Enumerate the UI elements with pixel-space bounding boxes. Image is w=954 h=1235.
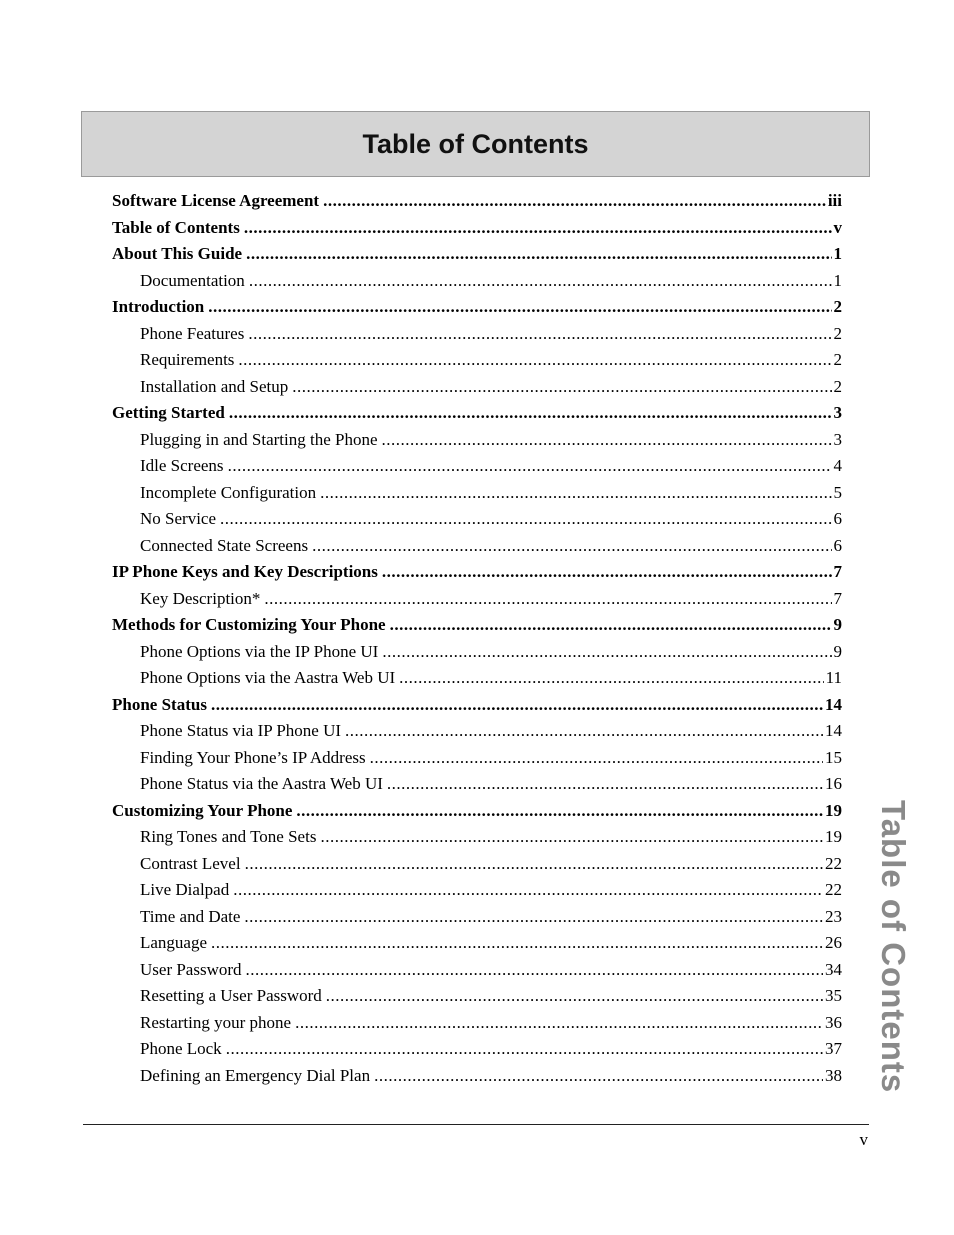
toc-entry-chapter[interactable] bbox=[112, 559, 842, 586]
toc-entry-page: 2 bbox=[833, 376, 842, 396]
toc-entry-page: 5 bbox=[833, 482, 842, 502]
toc-entry-page: 37 bbox=[825, 1039, 842, 1058]
toc-entry-page: 4 bbox=[833, 456, 842, 475]
toc-entry-page: 2 bbox=[833, 323, 842, 343]
dot-leader bbox=[296, 798, 823, 825]
toc-entry-page: 9 bbox=[833, 615, 842, 634]
toc-entry-page: 14 bbox=[825, 721, 842, 740]
toc-entry-section[interactable] bbox=[112, 957, 842, 984]
toc-entry-label: Phone Lock bbox=[140, 1039, 222, 1058]
dot-leader bbox=[382, 559, 832, 586]
toc-entry-page: 22 bbox=[825, 853, 842, 873]
toc-entry-page: 19 bbox=[825, 800, 842, 820]
toc-entry-page: 1 bbox=[833, 244, 842, 263]
toc-entry-page: 2 bbox=[833, 297, 842, 316]
dot-leader bbox=[264, 586, 831, 613]
toc-entry-section[interactable] bbox=[112, 347, 842, 374]
dot-leader bbox=[326, 983, 823, 1010]
toc-entry-page: 1 bbox=[833, 270, 842, 290]
dot-leader bbox=[244, 215, 832, 242]
toc-entry-page: 9 bbox=[833, 641, 842, 661]
toc-entry-label: User Password bbox=[140, 959, 242, 979]
toc-entry-label: Time and Date bbox=[140, 906, 241, 926]
toc-entry-label: IP Phone Keys and Key Descriptions bbox=[112, 562, 378, 581]
toc-entry-label: Contrast Level bbox=[140, 853, 241, 873]
toc-entry-label: Phone Features bbox=[140, 323, 245, 343]
toc-entry-page: 19 bbox=[825, 827, 842, 846]
toc-entry-label: Table of Contents bbox=[112, 217, 240, 237]
toc-entry-section[interactable] bbox=[112, 824, 842, 851]
side-tab-label: Table of Contents bbox=[875, 800, 912, 1094]
dot-leader bbox=[292, 374, 831, 401]
toc-entry-page: v bbox=[833, 217, 842, 237]
toc-entry-chapter[interactable] bbox=[112, 241, 842, 268]
toc-entry-label: Requirements bbox=[140, 350, 235, 369]
toc-entry-page: iii bbox=[827, 191, 842, 210]
toc-entry-label: Plugging in and Starting the Phone bbox=[140, 429, 378, 449]
toc-entry-label: Introduction bbox=[112, 297, 205, 316]
toc-entry-page: 3 bbox=[833, 429, 842, 449]
table-of-contents-list bbox=[112, 188, 842, 1089]
toc-entry-page: 11 bbox=[825, 668, 842, 687]
toc-entry-page: 3 bbox=[833, 403, 842, 422]
toc-entry-section[interactable] bbox=[112, 453, 842, 480]
toc-entry-section[interactable] bbox=[112, 745, 842, 772]
toc-entry-label: Phone Status bbox=[112, 694, 207, 714]
dot-leader bbox=[382, 639, 831, 666]
toc-entry-page: 6 bbox=[833, 535, 842, 555]
toc-entry-page: 6 bbox=[833, 509, 842, 528]
footer-divider bbox=[83, 1124, 869, 1125]
toc-entry-page: 22 bbox=[825, 880, 842, 899]
dot-leader bbox=[238, 347, 831, 374]
toc-entry-section[interactable] bbox=[112, 321, 842, 348]
toc-entry-page: 14 bbox=[825, 694, 842, 714]
dot-leader bbox=[320, 480, 831, 507]
toc-entry-label: Resetting a User Password bbox=[140, 986, 322, 1005]
toc-entry-section[interactable] bbox=[112, 1063, 842, 1090]
toc-entry-page: 7 bbox=[833, 562, 842, 581]
toc-entry-section[interactable] bbox=[112, 374, 842, 401]
toc-entry-page: 15 bbox=[825, 747, 842, 767]
toc-entry-section[interactable] bbox=[112, 877, 842, 904]
toc-entry-label: Getting Started bbox=[112, 403, 225, 422]
dot-leader bbox=[323, 188, 826, 215]
toc-entry-page: 36 bbox=[825, 1012, 842, 1032]
toc-entry-section[interactable] bbox=[112, 718, 842, 745]
dot-leader bbox=[248, 321, 831, 348]
toc-entry-label: Restarting your phone bbox=[140, 1012, 292, 1032]
toc-entry-chapter[interactable] bbox=[112, 798, 842, 825]
toc-entry-label: Defining an Emergency Dial Plan bbox=[140, 1065, 371, 1085]
toc-entry-label: Installation and Setup bbox=[140, 376, 289, 396]
toc-entry-section[interactable] bbox=[112, 1010, 842, 1037]
toc-entry-section[interactable] bbox=[112, 904, 842, 931]
toc-entry-chapter[interactable] bbox=[112, 400, 842, 427]
dot-leader bbox=[246, 957, 823, 984]
dot-leader bbox=[208, 294, 831, 321]
toc-entry-section[interactable] bbox=[112, 586, 842, 613]
dot-leader bbox=[387, 771, 823, 798]
toc-entry-chapter[interactable] bbox=[112, 188, 842, 215]
dot-leader bbox=[249, 268, 832, 295]
dot-leader bbox=[244, 904, 823, 931]
dot-leader bbox=[370, 745, 823, 772]
toc-entry-label: Methods for Customizing Your Phone bbox=[112, 615, 386, 634]
toc-entry-section[interactable] bbox=[112, 427, 842, 454]
dot-leader bbox=[211, 930, 823, 957]
toc-entry-label: Customizing Your Phone bbox=[112, 800, 293, 820]
toc-entry-page: 35 bbox=[825, 986, 842, 1005]
toc-entry-section[interactable] bbox=[112, 665, 842, 692]
title-banner bbox=[81, 111, 870, 177]
toc-entry-label: Documentation bbox=[140, 270, 245, 290]
toc-entry-label: Phone Status via the Aastra Web UI bbox=[140, 774, 383, 793]
toc-entry-label: Phone Options via the Aastra Web UI bbox=[140, 668, 396, 687]
side-tab bbox=[868, 800, 918, 1120]
toc-entry-chapter[interactable] bbox=[112, 612, 842, 639]
toc-entry-label: About This Guide bbox=[112, 244, 243, 263]
toc-entry-section[interactable] bbox=[112, 983, 842, 1010]
dot-leader bbox=[226, 1036, 823, 1063]
toc-entry-page: 38 bbox=[825, 1065, 842, 1085]
dot-leader bbox=[399, 665, 823, 692]
dot-leader bbox=[320, 824, 823, 851]
dot-leader bbox=[345, 718, 823, 745]
dot-leader bbox=[229, 400, 832, 427]
toc-entry-label: Ring Tones and Tone Sets bbox=[140, 827, 317, 846]
toc-entry-section[interactable] bbox=[112, 268, 842, 295]
toc-entry-section[interactable] bbox=[112, 1036, 842, 1063]
toc-entry-page: 34 bbox=[825, 959, 842, 979]
toc-entry-section[interactable] bbox=[112, 930, 842, 957]
dot-leader bbox=[312, 533, 831, 560]
dot-leader bbox=[220, 506, 831, 533]
dot-leader bbox=[295, 1010, 823, 1037]
dot-leader bbox=[245, 851, 823, 878]
toc-entry-page: 2 bbox=[833, 350, 842, 369]
dot-leader bbox=[228, 453, 832, 480]
toc-entry-label: Software License Agreement bbox=[112, 191, 320, 210]
toc-entry-chapter[interactable] bbox=[112, 692, 842, 719]
toc-entry-section[interactable] bbox=[112, 480, 842, 507]
toc-entry-label: Finding Your Phone’s IP Address bbox=[140, 747, 366, 767]
toc-entry-label: Phone Status via IP Phone UI bbox=[140, 721, 342, 740]
toc-entry-page: 26 bbox=[825, 933, 842, 952]
toc-entry-chapter[interactable] bbox=[112, 294, 842, 321]
page-title: Table of Contents bbox=[362, 128, 589, 159]
dot-leader bbox=[211, 692, 823, 719]
toc-entry-label: Connected State Screens bbox=[140, 535, 309, 555]
dot-leader bbox=[246, 241, 831, 268]
dot-leader bbox=[390, 612, 832, 639]
toc-entry-section[interactable] bbox=[112, 533, 842, 560]
toc-entry-section[interactable] bbox=[112, 851, 842, 878]
toc-entry-label: Phone Options via the IP Phone UI bbox=[140, 641, 379, 661]
toc-entry-page: 23 bbox=[825, 906, 842, 926]
toc-entry-page: 7 bbox=[833, 588, 842, 608]
toc-entry-section[interactable] bbox=[112, 506, 842, 533]
dot-leader bbox=[374, 1063, 823, 1090]
toc-entry-chapter[interactable] bbox=[112, 215, 842, 242]
dot-leader bbox=[233, 877, 823, 904]
dot-leader bbox=[382, 427, 832, 454]
toc-entry-label: Incomplete Configuration bbox=[140, 482, 317, 502]
toc-entry-label: No Service bbox=[140, 509, 217, 528]
toc-entry-section[interactable] bbox=[112, 639, 842, 666]
toc-entry-label: Live Dialpad bbox=[140, 880, 230, 899]
toc-entry-label: Key Description* bbox=[140, 588, 261, 608]
page-number: v bbox=[859, 1130, 868, 1149]
toc-entry-page: 16 bbox=[825, 774, 842, 793]
toc-entry-label: Idle Screens bbox=[140, 456, 224, 475]
toc-entry-label: Language bbox=[140, 933, 208, 952]
toc-entry-section[interactable] bbox=[112, 771, 842, 798]
